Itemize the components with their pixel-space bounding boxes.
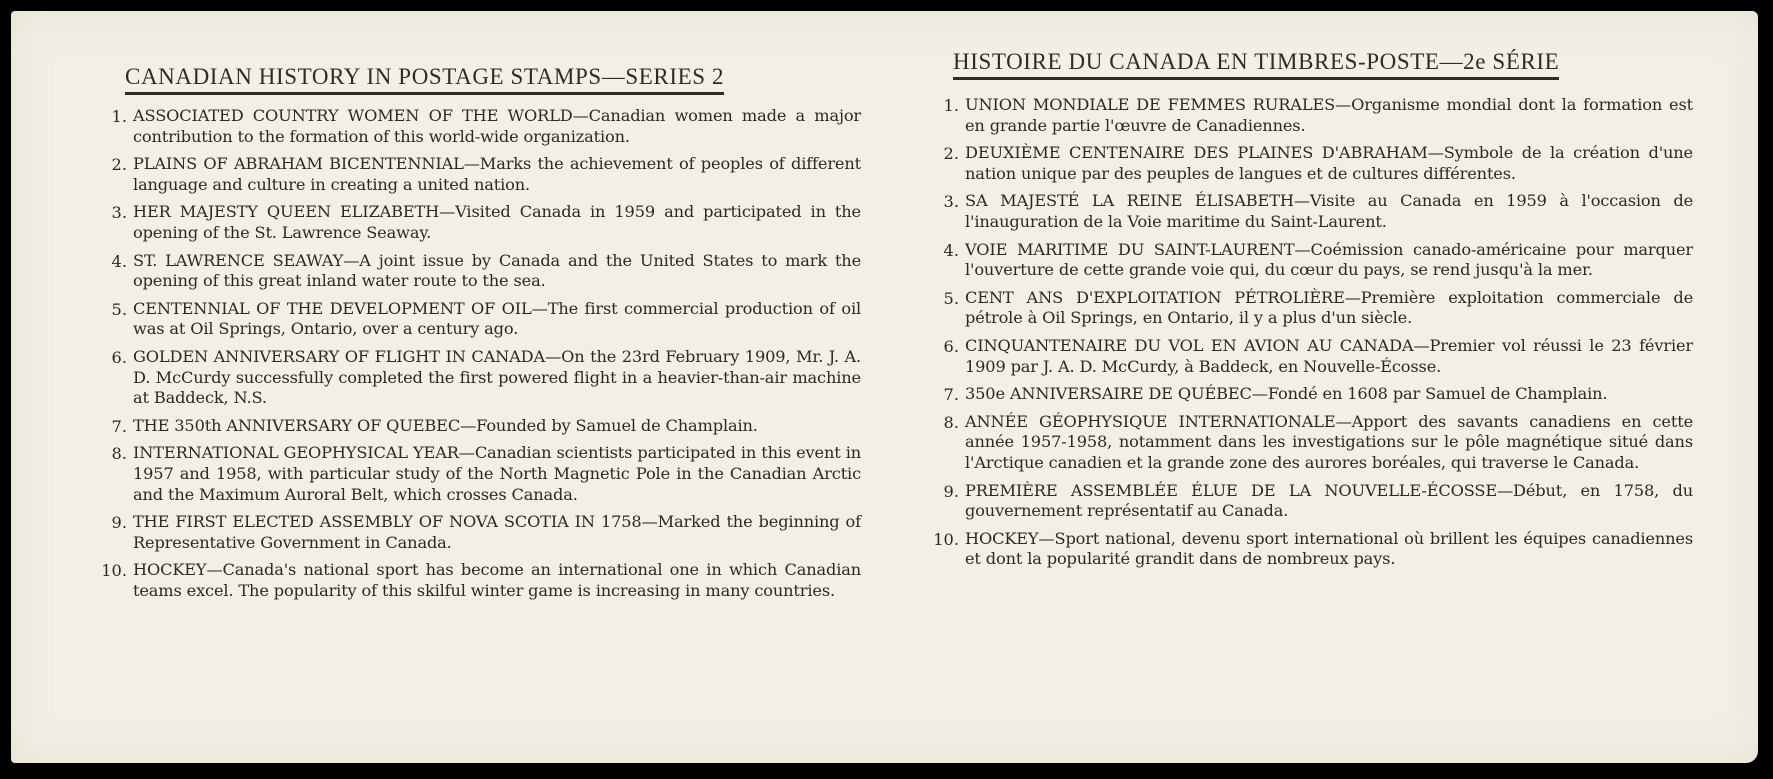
item-description: —The first commercial production of oil was at Oil Springs, Ontario, over a century ago. [133,298,861,339]
list-item [91,299,861,340]
item-description: —Marks the achievement of peoples of different language and culture in creating a united nation. [133,154,861,194]
item-number: 10. [101,561,127,581]
list-item [923,336,1693,377]
item-heading: SA MAJESTÉ LA REINE ÉLISABETH [965,191,1294,211]
list-item [91,512,861,553]
item-heading: PREMIÈRE ASSEMBLÉE ÉLUE DE LA NOUVELLE-ÉCOSSE [965,480,1497,500]
item-number: 3. [943,192,959,212]
list-item [91,347,861,409]
list-item [923,240,1693,281]
item-heading: PLAINS OF ABRAHAM BICENTENNIAL [133,154,464,174]
item-description: —Premier vol réussi le 23 février 1909 par J. A. D. McCurdy, à Baddeck, en Nouvelle-Écosse. [965,335,1693,376]
list-item [91,416,861,437]
item-description: —Founded by Samuel de Champlain. [460,415,758,435]
item-heading: THE 350th ANNIVERSARY OF QUEBEC [133,415,461,435]
item-description: —Visite au Canada en 1959 à l'occasion de l'inauguration de la Voie maritime du Saint-Laurent. [965,191,1693,231]
item-heading: 350e ANNIVERSAIRE DE QUÉBEC [965,384,1252,404]
item-description: —Symbole de la création d'une nation unique par des peuples de langues et de cultures différentes. [965,143,1693,183]
item-heading: CENTENNIAL OF THE DEVELOPMENT OF OIL [133,298,532,318]
list-item [923,412,1693,474]
item-number: 9. [943,481,959,501]
item-description: —Organisme mondial dont la formation est en grande partie l'œuvre de Canadiennes. [965,95,1693,135]
item-description: —Canada's national sport has become an international one in which Canadian teams excel. The popularity of this skilful winter game is increasing in many countries. [133,560,861,600]
item-heading: ASSOCIATED COUNTRY WOMEN OF THE WORLD [133,106,573,125]
item-heading: THE FIRST ELECTED ASSEMBLY OF NOVA SCOTIA IN 1758 [133,512,642,532]
item-heading: GOLDEN ANNIVERSARY OF FLIGHT IN CANADA [133,346,546,366]
item-number: 5. [111,299,127,319]
list-item [923,191,1693,232]
item-heading: HOCKEY [965,528,1039,548]
item-description: —A joint issue by Canada and the United States to mark the opening of this great inland water route to the sea. [133,250,862,291]
item-description: —Coémission canado-américaine pour marquer l'ouverture de cette grande voie qui, du cœur du pays, se rend jusqu'à la mer. [965,239,1693,280]
item-number: 8. [111,444,127,464]
item-number: 9. [111,513,127,533]
item-number: 10. [933,529,959,549]
item-number: 3. [111,203,127,223]
item-number: 7. [943,385,959,405]
item-heading: CINQUANTENAIRE DU VOL EN AVION AU CANADA [965,335,1414,355]
list-item [923,143,1693,184]
item-heading: CENT ANS D'EXPLOITATION PÉTROLIÈRE [965,287,1345,307]
item-number: 4. [111,251,127,271]
item-number: 4. [943,240,959,260]
item-number: 8. [943,412,959,432]
item-description: —Apport des savants canadiens en cette année 1957-1958, notamment dans les investigations sur le pôle magnétique situé dans l'Arctique canadien et la grande zone des aurores boréales, qui traverse le Canada. [965,411,1693,472]
item-heading: HER MAJESTY QUEEN ELIZABETH [133,202,440,222]
english-title: CANADIAN HISTORY IN POSTAGE STAMPS—SERIES 2 [125,64,724,95]
list-item [923,384,1693,405]
list-item [923,95,1693,136]
list-item [91,154,861,195]
english-list [91,106,861,608]
item-heading: HOCKEY [133,560,207,580]
list-item [91,443,861,505]
item-description: —Première exploitation commerciale de pétrole à Oil Springs, en Ontario, il y a plus d'un siècle. [965,287,1694,328]
item-description: —Début, en 1758, du gouvernement représentatif au Canada. [965,480,1693,521]
item-number: 5. [943,288,959,308]
item-number: 2. [111,155,127,175]
item-description: —Fondé en 1608 par Samuel de Champlain. [1251,384,1608,404]
list-item [91,251,861,292]
item-heading: INTERNATIONAL GEOPHYSICAL YEAR [133,443,459,463]
list-item [923,529,1693,570]
item-number: 1. [111,107,127,126]
item-number: 6. [943,336,959,356]
stamp-info-card [11,11,1758,763]
item-heading: ST. LAWRENCE SEAWAY [133,250,344,270]
item-description: —Marked the beginning of Representative Government in Canada. [133,512,861,552]
list-item [91,560,861,601]
list-item [923,288,1693,329]
item-heading: ANNÉE GÉOPHYSIQUE INTERNATIONALE [965,411,1336,431]
french-title: HISTOIRE DU CANADA EN TIMBRES-POSTE—2e SÉRIE [953,49,1559,80]
french-list [923,95,1693,577]
item-number: 6. [111,347,127,367]
item-description: —On the 23rd February 1909, Mr. J. A. D. McCurdy successfully completed the first powered flight in a heavier-than-air machine at Baddeck, N.S. [133,346,861,408]
item-description: —Canadian women made a major contribution to the formation of this world-wide organization. [133,106,861,146]
item-number: 7. [111,416,127,436]
item-number: 1. [943,96,959,115]
item-heading: DEUXIÈME CENTENAIRE DES PLAINES D'ABRAHAM [965,143,1428,163]
item-description: —Sport national, devenu sport international où brillent les équipes canadiennes et dont la popularité grandit dans de nombreux pays. [965,528,1693,569]
item-heading: VOIE MARITIME DU SAINT-LAURENT [965,239,1295,259]
list-item [91,106,861,147]
item-description: —Visited Canada in 1959 and participated in the opening of the St. Lawrence Seaway. [133,202,861,242]
item-description: —Canadian scientists participated in this event in 1957 and 1958, with particular study of the North Magnetic Pole in the Canadian Arctic and the Maximum Auroral Belt, which crosses Canada. [133,443,861,504]
item-number: 2. [943,144,959,164]
list-item [923,481,1693,522]
item-heading: UNION MONDIALE DE FEMMES RURALES [965,95,1336,114]
list-item [91,202,861,243]
